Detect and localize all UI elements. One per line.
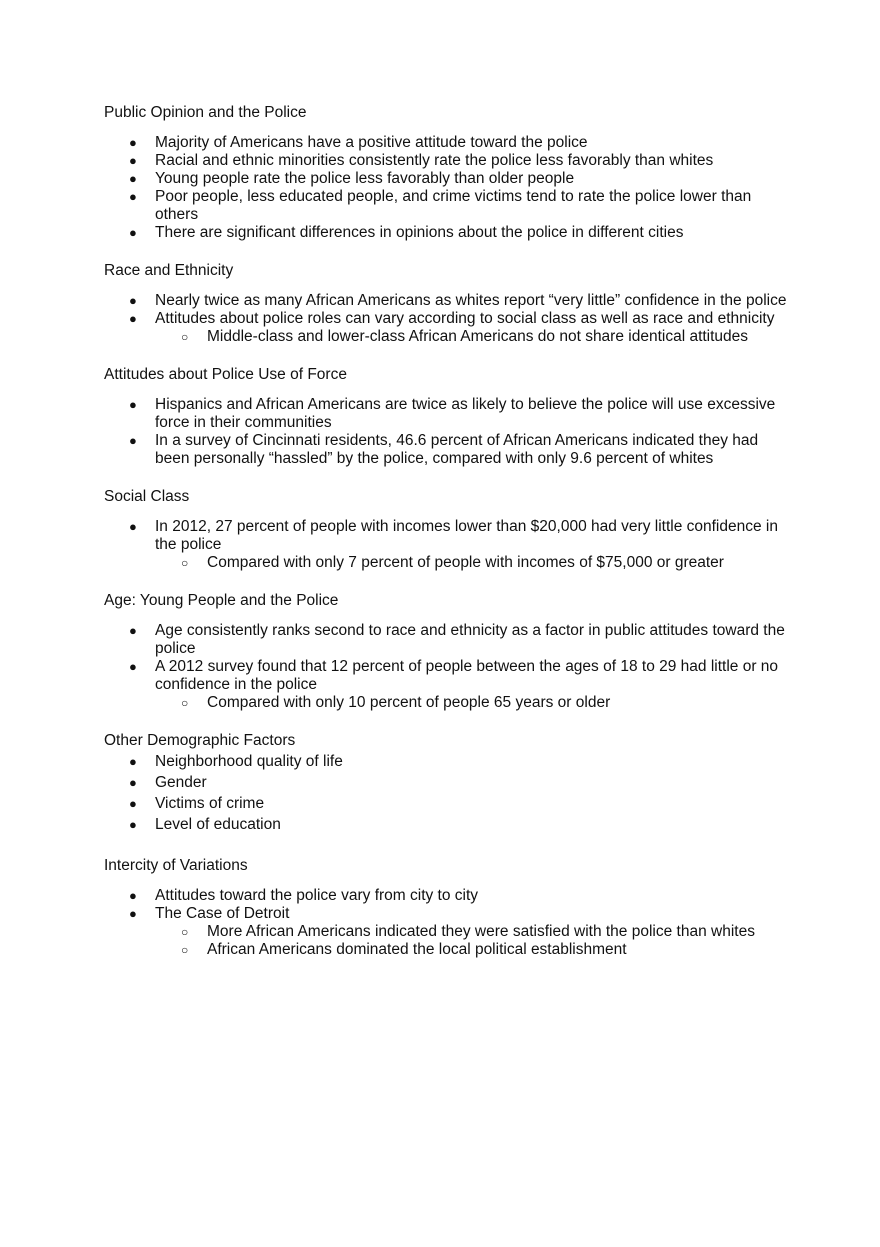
section-heading: Other Demographic Factors [104,732,296,749]
section-heading: Public Opinion and the Police [104,104,307,121]
bullet-list [104,518,794,572]
sub-bullet-list [155,923,794,959]
bullet-list [104,622,794,712]
bullet-icon: ● [129,659,137,674]
hollow-bullet-icon: ○ [181,556,189,570]
sub-bullet-list [155,328,794,346]
list-item-text: Nearly twice as many African Americans as whites report “very little” confidence in the police [155,292,787,309]
section-heading: Intercity of Variations [104,857,248,874]
list-item [104,188,794,224]
bullet-icon: ● [129,153,137,168]
bullet-icon: ● [129,189,137,204]
bullet-icon: ● [129,519,137,534]
list-item [104,816,794,834]
list-item [104,622,794,658]
bullet-icon: ● [129,906,137,921]
bullet-icon: ● [129,293,137,308]
list-item-text: There are significant differences in opinions about the police in different cities [155,224,684,241]
list-item-text: Level of education [155,816,281,833]
list-item [104,658,794,712]
sub-list-item [155,694,794,712]
bullet-icon: ● [129,817,137,832]
list-item [104,134,794,152]
bullet-list [104,753,794,834]
list-item [104,905,794,959]
document-page [104,103,794,959]
bullet-icon: ● [129,623,137,638]
hollow-bullet-icon: ○ [181,943,189,957]
list-item-text: In a survey of Cincinnati residents, 46.6 percent of African Americans indicated they had been personally “hassled” by the police, compared with only 9.6 percent of whites [155,432,759,467]
bullet-list [104,134,794,242]
section-heading: Age: Young People and the Police [104,592,339,609]
bullet-icon: ● [129,775,137,790]
section-heading: Social Class [104,488,190,505]
list-item [104,887,794,905]
list-item-text: In 2012, 27 percent of people with incomes lower than $20,000 had very little confidence in the police [155,518,778,553]
bullet-icon: ● [129,171,137,186]
list-item-text: Attitudes toward the police vary from city to city [155,887,479,904]
sub-bullet-list [155,554,794,572]
list-item-text: Hispanics and African Americans are twice as likely to believe the police will use excessive force in their communities [155,396,776,431]
bullet-icon: ● [129,225,137,240]
list-item-text: Racial and ethnic minorities consistently rate the police less favorably than whites [155,152,714,169]
list-item-text: Gender [155,774,207,791]
sub-bullet-list [155,694,794,712]
bullet-icon: ● [129,311,137,326]
list-item-text: The Case of Detroit [155,905,290,922]
list-item [104,753,794,771]
bullet-icon: ● [129,397,137,412]
list-item [104,396,794,432]
hollow-bullet-icon: ○ [181,696,189,710]
bullet-list [104,292,794,346]
section-heading: Race and Ethnicity [104,262,234,279]
sub-list-item-text: Compared with only 7 percent of people with incomes of $75,000 or greater [207,554,724,571]
list-item [104,774,794,792]
sub-list-item-text: More African Americans indicated they were satisfied with the police than whites [207,923,755,940]
list-item-text: Poor people, less educated people, and crime victims tend to rate the police lower than others [155,188,752,223]
sub-list-item-text: Middle-class and lower-class African Americans do not share identical attitudes [207,328,749,345]
sub-list-item-text: Compared with only 10 percent of people 65 years or older [207,694,611,711]
bullet-icon: ● [129,433,137,448]
list-item [104,292,794,310]
list-item [104,152,794,170]
bullet-list [104,887,794,959]
sub-list-item [155,328,794,346]
bullet-icon: ● [129,135,137,150]
list-item [104,170,794,188]
bullet-icon: ● [129,888,137,903]
hollow-bullet-icon: ○ [181,925,189,939]
bullet-icon: ● [129,754,137,769]
list-item-text: Young people rate the police less favorably than older people [155,170,575,187]
list-item-text: Neighborhood quality of life [155,753,343,770]
bullet-list [104,396,794,468]
list-item-text: Age consistently ranks second to race and ethnicity as a factor in public attitudes toward the police [155,622,785,657]
sub-list-item [155,554,794,572]
list-item [104,224,794,242]
list-item [104,795,794,813]
hollow-bullet-icon: ○ [181,330,189,344]
list-item-text: Majority of Americans have a positive attitude toward the police [155,134,588,151]
list-item-text: Victims of crime [155,795,265,812]
list-item [104,310,794,346]
sub-list-item-text: African Americans dominated the local political establishment [207,941,627,958]
sub-list-item [155,923,794,941]
list-item [104,432,794,468]
list-item-text: Attitudes about police roles can vary according to social class as well as race and ethnicity [155,310,775,327]
sub-list-item [155,941,794,959]
list-item [104,518,794,572]
section-heading: Attitudes about Police Use of Force [104,366,347,383]
bullet-icon: ● [129,796,137,811]
list-item-text: A 2012 survey found that 12 percent of people between the ages of 18 to 29 had little or no confidence in the police [155,658,779,693]
